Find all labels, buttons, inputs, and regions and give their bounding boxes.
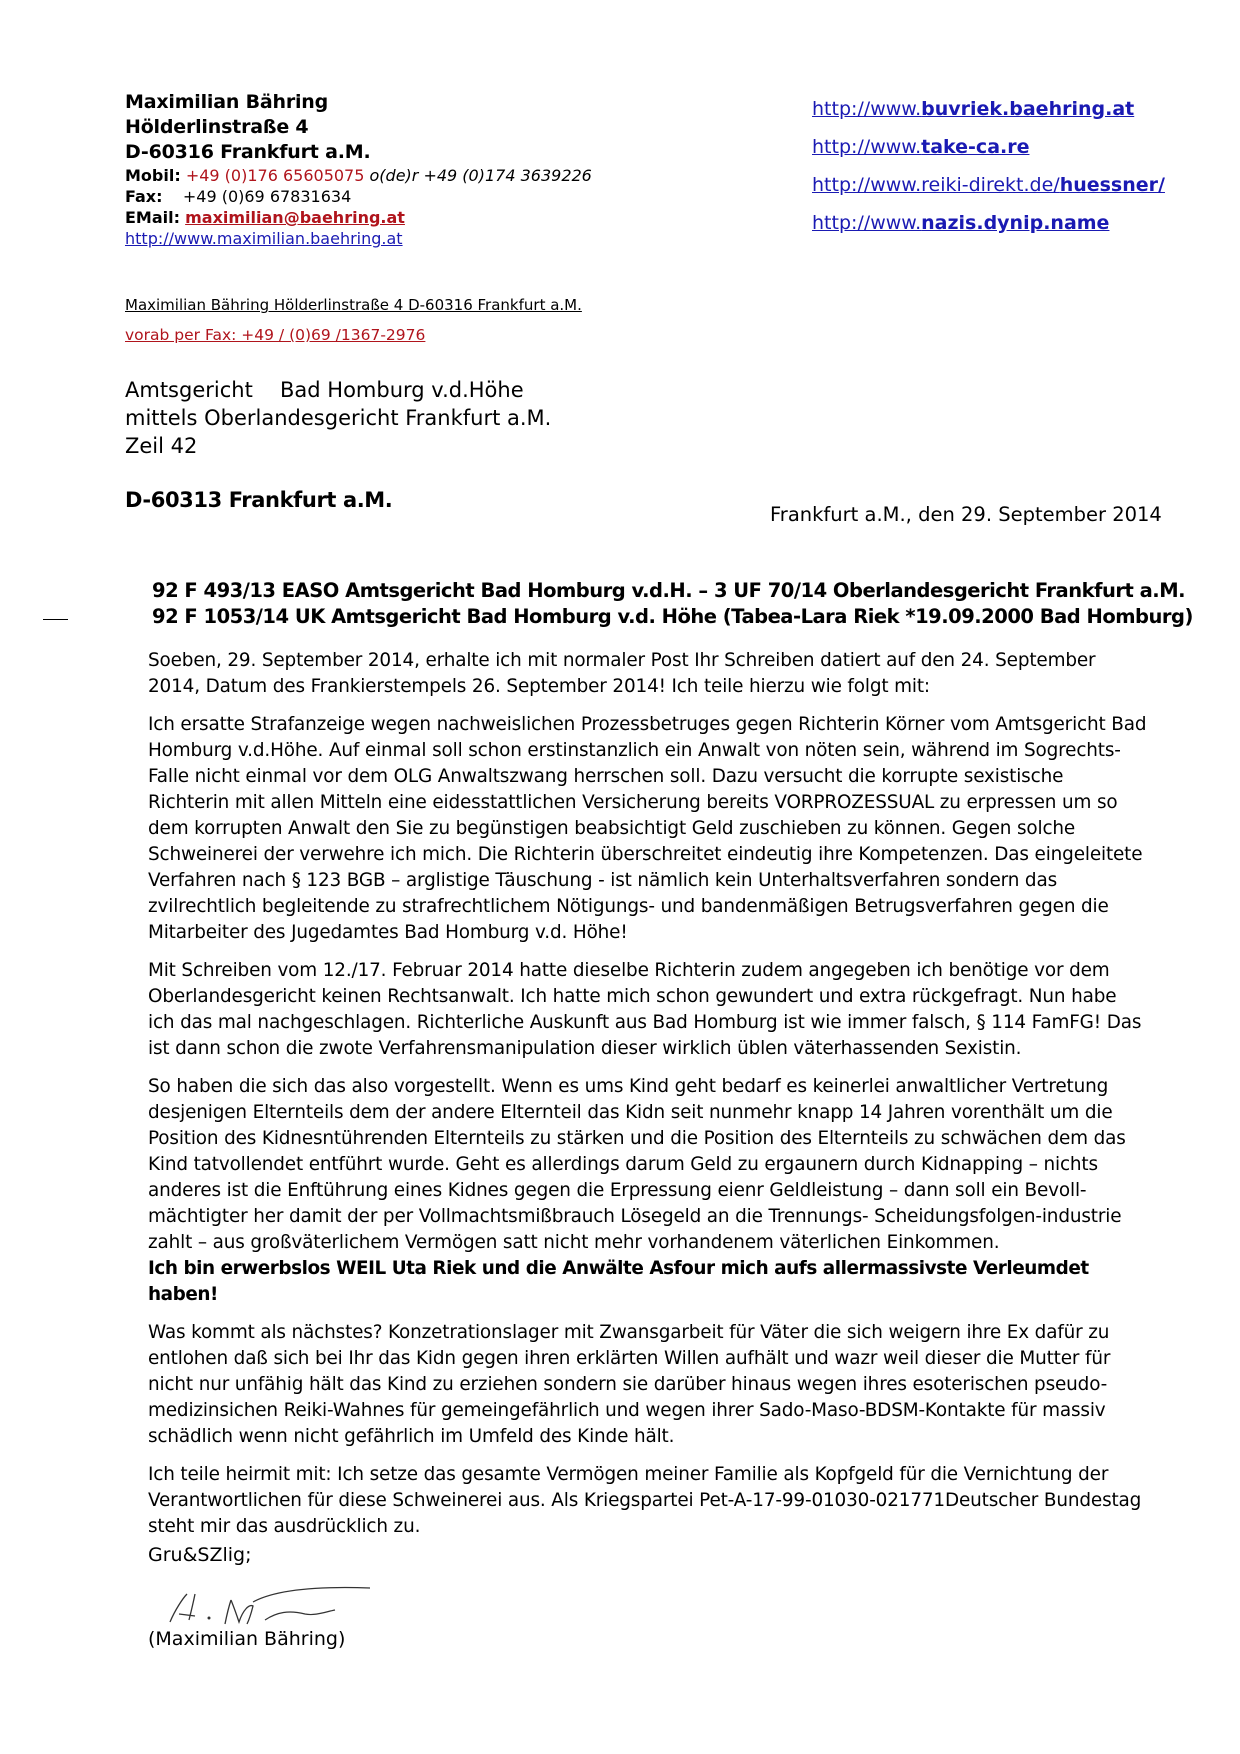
email-label: EMail: (125, 208, 181, 227)
handwritten-signature (165, 1580, 375, 1630)
recipient-via: mittels Oberlandesgericht Frankfurt a.M. (125, 406, 552, 430)
sender-mobile-line (125, 165, 685, 186)
closing-greeting: Gru&SZlig; (148, 1544, 252, 1566)
body-paragraph-4-text: So haben die sich das also vorgestellt. Wenn es ums Kind geht bedarf es keinerlei anwaltlicher Vertretung desjenigen Elternteils dem der andere Elternteil das Kidn seit nunmehr knapp 14 Jahren vorenthält um die Position des Kidnesntührenden Elternteils zu stärken und die Position des Elternteils zu schwächen dem das Kind tatvollendet entführt wurde. Geht es allerdings darum Geld zu ergaunern durch Kidnapping – nichts anderes ist die Enftührung eines Kidnes gegen die Erpressung eienr Geldleistung – dann soll ein Bevoll-mächtigter her damit der per Vollmachtsmißbrauch Lösegeld an die Trennungs- Scheidungsfolgen-industrie zahlt – aus großväterlichem Vermögen satt nicht mehr vorhandenem väterlichen Einkommen. (148, 1076, 1126, 1253)
letter-body (148, 648, 1148, 1552)
fax-label: Fax: (125, 187, 163, 206)
body-paragraph-3: Mit Schreiben vom 12./17. Februar 2014 hatte dieselbe Richterin zudem angegeben ich benötige vor dem Oberlandesgericht keinen Rechtsanwalt. Ich hatte mich schon gewundert und extra rückgefragt. Nun habe ich das mal nachgeschlagen. Richterliche Auskunft aus Bad Homburg ist wie immer falsch, § 114 FamFG! Das ist dann schon die zwote Verfahrensmanipulation dieser wirklich üblen väterhassenden Sexistin. (148, 960, 1142, 1059)
sender-city: D-60316 Frankfurt a.M. (125, 141, 371, 163)
sender-street: Hölderlinstraße 4 (125, 116, 309, 138)
subject-block (152, 578, 1193, 630)
body-paragraph-6: Ich teile heirmit mit: Ich setze das gesamte Vermögen meiner Familie als Kopfgeld für die Vernichtung der Verantwortlichen für diese Schweinerei aus. Als Kriegspartei Pet-A-17-99-01030-021771Deutscher Bundestag steht mir das ausdrücklich zu. (148, 1464, 1142, 1537)
web-link-3[interactable]: http://www.reiki-direkt.de/huessner/ (812, 174, 1165, 196)
recipient-block (125, 376, 551, 460)
body-paragraph-1: Soeben, 29. September 2014, erhalte ich mit normaler Post Ihr Schreiben datiert auf den 24. September 2014, Datum des Frankierstempels 26. September 2014! Ich teile hierzu wie folgt mit: (148, 650, 1096, 697)
fax-note: vorab per Fax: +49 / (0)69 /1367-2976 (125, 326, 426, 344)
recipient-street: Zeil 42 (125, 434, 198, 458)
signature-name: (Maximilian Bähring) (148, 1628, 346, 1650)
recipient-court: Amtsgericht (125, 378, 253, 402)
sender-website-line (125, 228, 685, 249)
sender-email-line (125, 207, 685, 228)
sender-block (125, 90, 685, 249)
recipient-court-location: Bad Homburg v.d.Höhe (280, 378, 524, 402)
return-address-line: Maximilian Bähring Hölderlinstraße 4 D-60316 Frankfurt a.M. (125, 296, 582, 314)
body-paragraph-4 (148, 1074, 1148, 1308)
sender-fax-line (125, 186, 685, 207)
subject-line-2: 92 F 1053/14 UK Amtsgericht Bad Homburg v.d. Höhe (Tabea-Lara Riek *19.09.2000 Bad Homburg) (152, 605, 1193, 628)
body-paragraph-4-emphasis: Ich bin erwerbslos WEIL Uta Riek und die Anwälte Asfour mich aufs allermassivste Verleumdet haben! (148, 1258, 1089, 1305)
date-line: Frankfurt a.M., den 29. September 2014 (770, 503, 1162, 526)
fold-mark (43, 619, 68, 620)
web-link-1[interactable]: http://www.buvriek.baehring.at (812, 98, 1135, 120)
email-link[interactable]: maximilian@baehring.at (185, 208, 405, 227)
recipient-court-line (125, 376, 551, 404)
sender-name: Maximilian Bähring (125, 91, 329, 113)
body-paragraph-2: Ich ersatte Strafanzeige wegen nachweislichen Prozessbetruges gegen Richterin Körner vom Amtsgericht Bad Homburg v.d.Höhe. Auf einmal soll schon erstinstanzlich ein Anwalt von nöten sein, während im Sogrechts-Falle nicht einmal vor dem OLG Anwaltszwang herrschen soll. Dazu versucht die korrupte sexistische Richterin mit allen Mitteln eine eidesstattlichen Versicherung bereits VORPROZESSUAL zu erpressen um so dem korrupten Anwalt den Sie zu begünstigen beabsichtigt Geld zuschieben zu können. Gegen solche Schweinerei der verwehre ich mich. Die Richterin überschreitet eindeutig ihre Kompetenzen. Das eingeleitete Verfahren nach § 123 BGB – arglistige Täuschung - ist nämlich kein Unterhaltsverfahren sondern das zvilrechtlich begleitende zu strafrechtlichem Nötigungs- und bandenmäßigen Betrugsverfahren gegen die Mitarbeiter des Jugedamtes Bad Homburg v.d. Höhe! (148, 714, 1147, 943)
web-links-block (812, 97, 1212, 249)
mobile-number-1: +49 (0)176 65605075 (185, 166, 365, 185)
mobile-number-2: +49 (0)174 3639226 (423, 166, 592, 185)
body-paragraph-5: Was kommt als nächstes? Konzetrationslager mit Zwansgarbeit für Väter die sich weigern ihre Ex dafür zu entlohen daß sich bei Ihr das Kidn gegen ihren erklärten Willen aufhält und wazr weil dieser die Mutter für nicht nur unfähig hält das Kind zu erziehen sondern sie darüber hinaus wegen ihres esoterischen pseudo-medizinsichen Reiki-Wahnes für gemeingefährlich und wegen ihrer Sado-Maso-BDSM-Kontakte für massiv schädlich wenn nicht gefährlich im Umfeld des Kinde hält. (148, 1322, 1111, 1447)
mobile-or: o(de)r (369, 166, 419, 185)
web-link-4[interactable]: http://www.nazis.dynip.name (812, 212, 1110, 234)
subject-line-1: 92 F 493/13 EASO Amtsgericht Bad Homburg v.d.H. – 3 UF 70/14 Oberlandesgericht Frankfurt a.M. (152, 579, 1186, 602)
fax-number: +49 (0)69 67831634 (182, 187, 352, 206)
mobile-label: Mobil: (125, 166, 181, 185)
web-link-2[interactable]: http://www.take-ca.re (812, 136, 1030, 158)
sender-website-link[interactable]: http://www.maximilian.baehring.at (125, 229, 403, 248)
recipient-city: D-60313 Frankfurt a.M. (125, 488, 393, 512)
